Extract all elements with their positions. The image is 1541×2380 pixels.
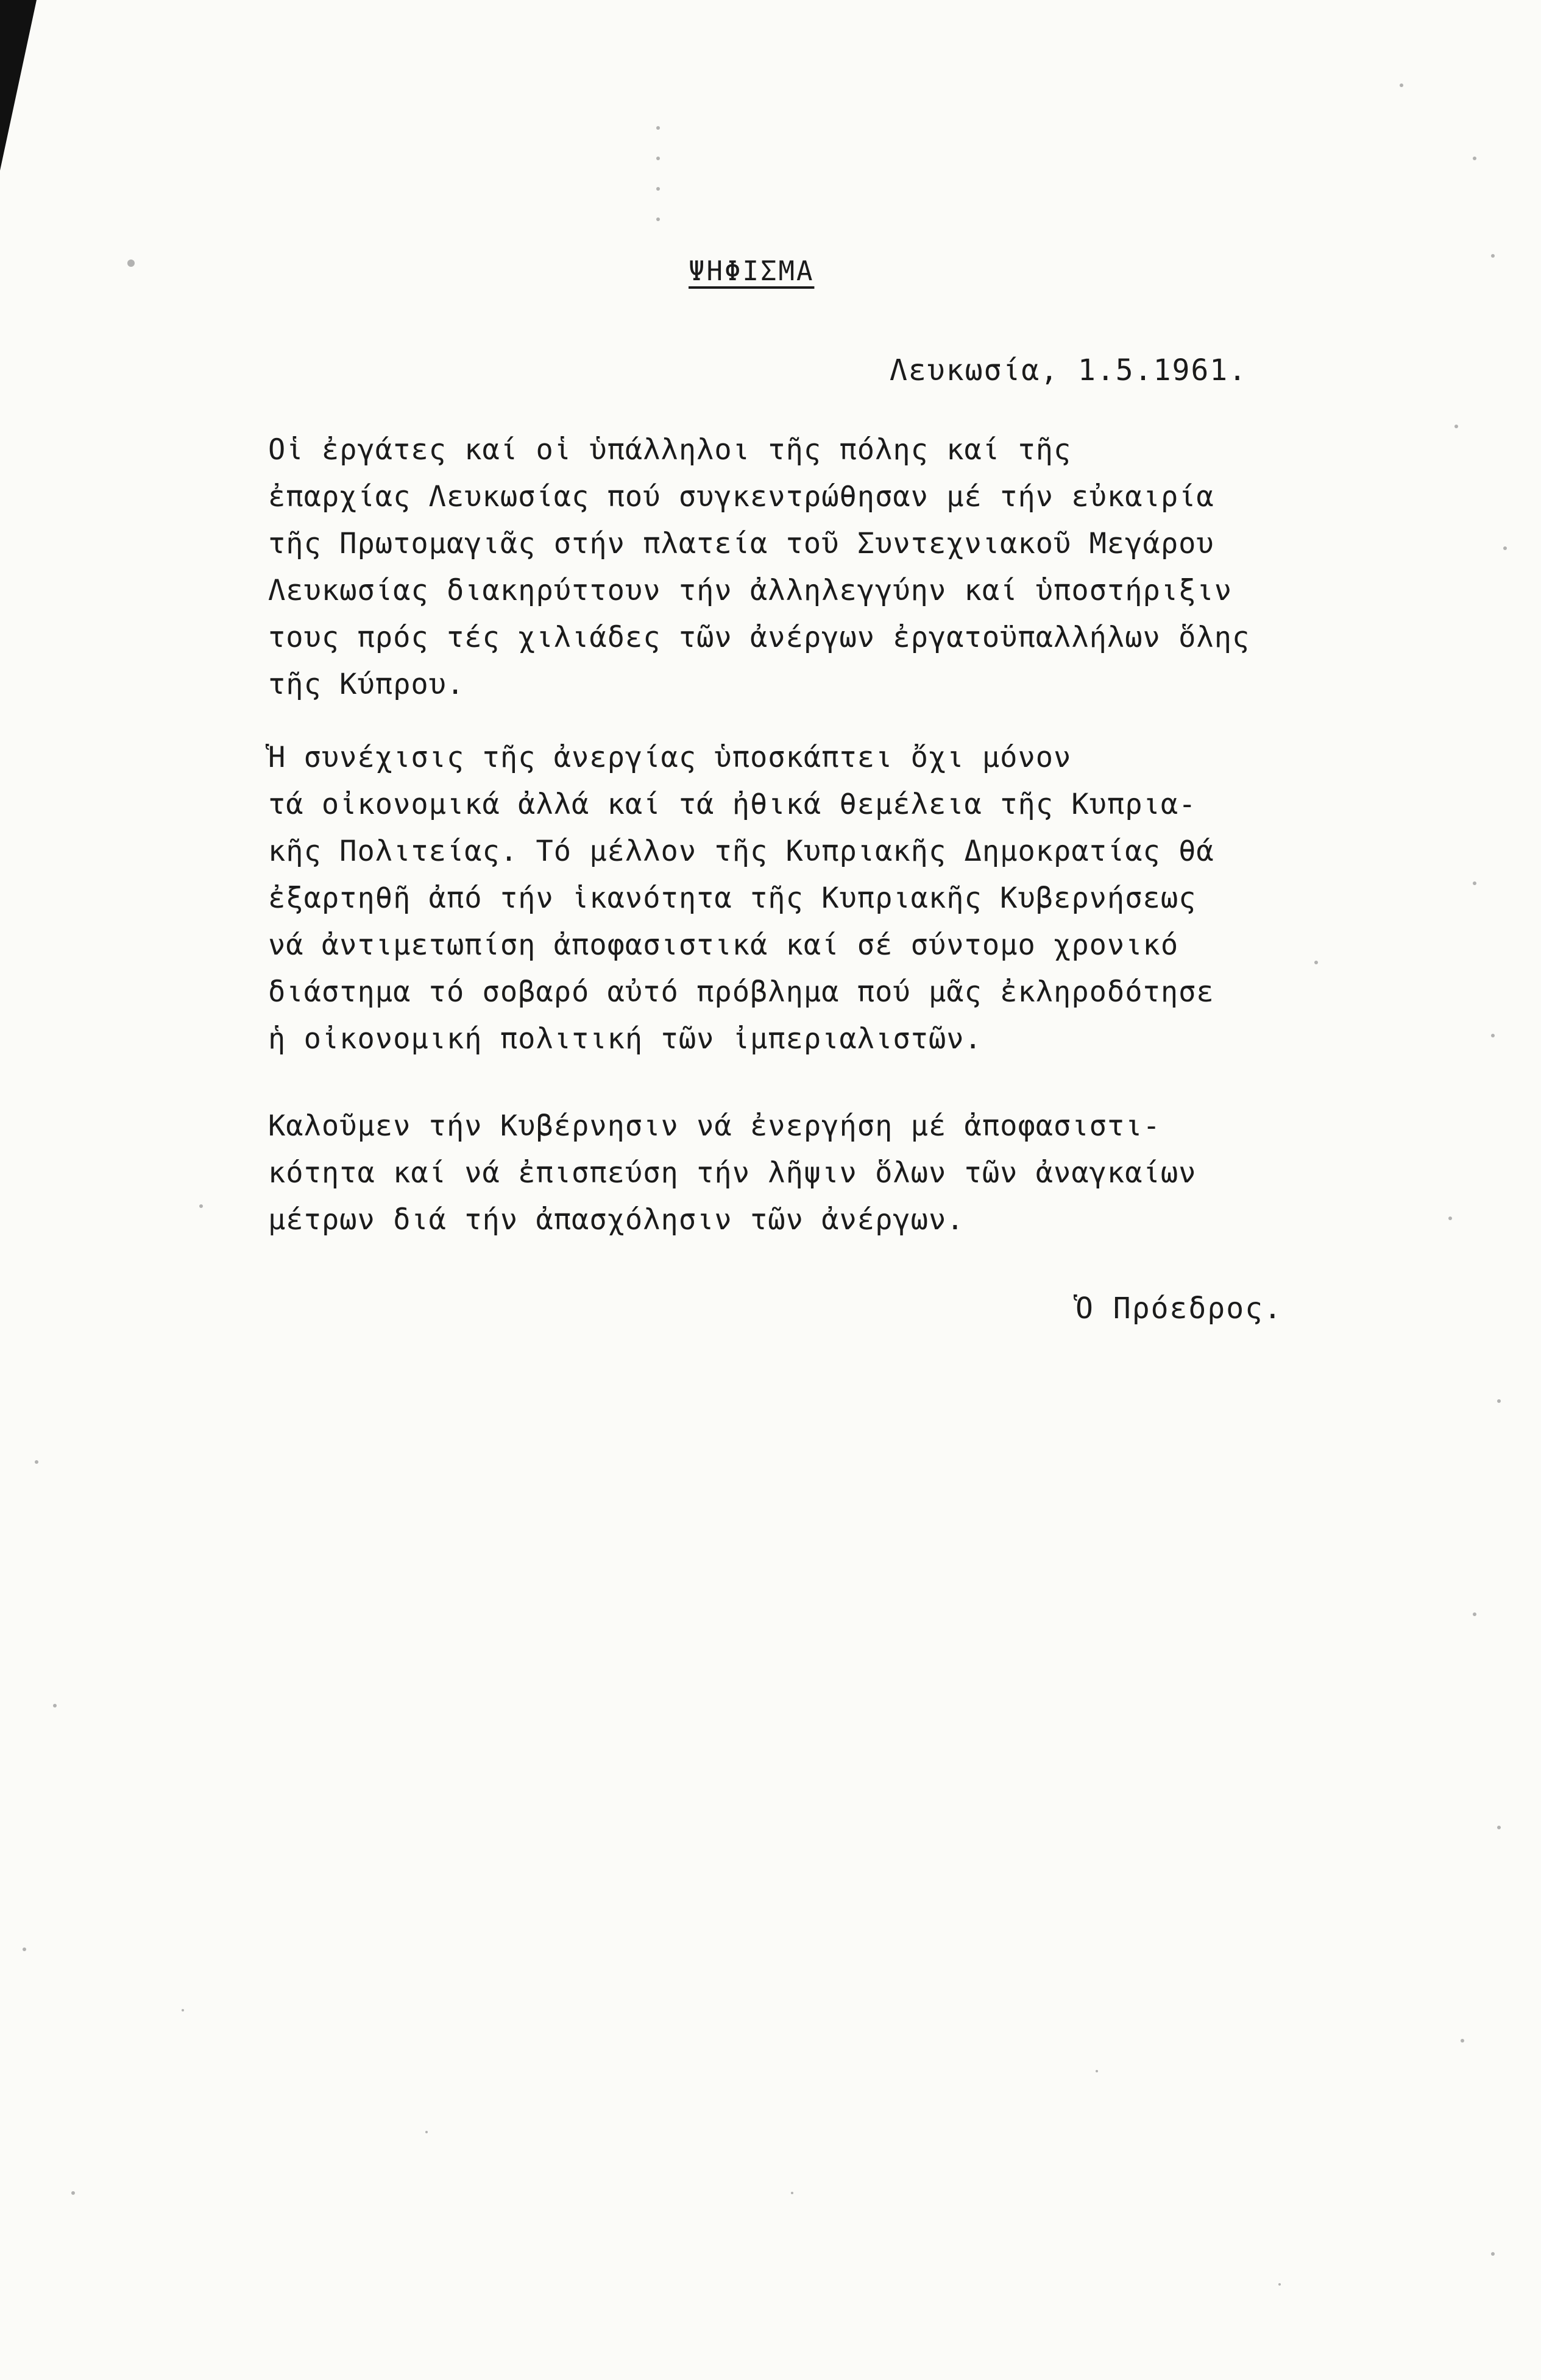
paragraph-3 — [268, 1103, 1328, 1243]
paragraph-line: ἐπαρχίας Λευκωσίας πού συγκεντρώθησαν μέ τήν εὐκαιρία — [268, 480, 1214, 514]
paragraph-line: νά ἀντιμετωπίση ἀποφασιστικά καί σέ σύντομο χρονικό — [268, 928, 1179, 962]
paragraph-line: Καλοῦμεν τήν Κυβέρνησιν νά ἐνεργήση μέ ἀποφασιστι- — [268, 1109, 1161, 1143]
paragraph-line: τά οἰκονομικά ἀλλά καί τά ἠθικά θεμέλεια τῆς Κυπρια- — [268, 788, 1197, 821]
date-line: Λευκωσία, 1.5.1961. — [890, 353, 1248, 387]
paragraph-line: κότητα καί νά ἐπισπεύση τήν λῆψιν ὅλων τῶν ἀναγκαίων — [268, 1156, 1197, 1190]
paragraph-line: τῆς Πρωτομαγιᾶς στήν πλατεία τοῦ Συντεχνιακοῦ Μεγάρου — [268, 527, 1214, 560]
paragraph-2 — [268, 734, 1328, 1062]
paragraph-line: μέτρων διά τήν ἀπασχόλησιν τῶν ἀνέργων. — [268, 1203, 965, 1237]
paragraph-line: κῆς Πολιτείας. Τό μέλλον τῆς Κυπριακῆς Δημοκρατίας θά — [268, 835, 1214, 868]
paragraph-line: ἐξαρτηθῆ ἀπό τήν ἱκανότητα τῆς Κυπριακῆς Κυβερνήσεως — [268, 881, 1197, 915]
paragraph-line: τους πρός τές χιλιάδες τῶν ἀνέργων ἐργατοϋπαλλήλων ὅλης — [268, 621, 1250, 654]
paragraph-line: διάστημα τό σοβαρό αὐτό πρόβλημα πού μᾶς ἐκληροδότησε — [268, 975, 1214, 1009]
paragraph-line: Ἡ συνέχισις τῆς ἀνεργίας ὑποσκάπτει ὄχι μόνον — [268, 741, 1072, 774]
paragraph-line: Λευκωσίας διακηρύττουν τήν ἀλληλεγγύην καί ὑποστήριξιν — [268, 574, 1233, 607]
document-title: ΨΗΦΙΣΜΑ — [689, 256, 815, 287]
paragraph-line: τῆς Κύπρου. — [268, 668, 465, 701]
paragraph-line: Οἱ ἐργάτες καί οἱ ὑπάλληλοι τῆς πόλης καί τῆς — [268, 433, 1072, 467]
signature-line: Ὁ Πρόεδρος. — [1075, 1291, 1283, 1326]
paragraph-line: ἡ οἰκονομική πολιτική τῶν ἰμπεριαλιστῶν. — [268, 1022, 982, 1056]
paragraph-1 — [268, 426, 1328, 708]
